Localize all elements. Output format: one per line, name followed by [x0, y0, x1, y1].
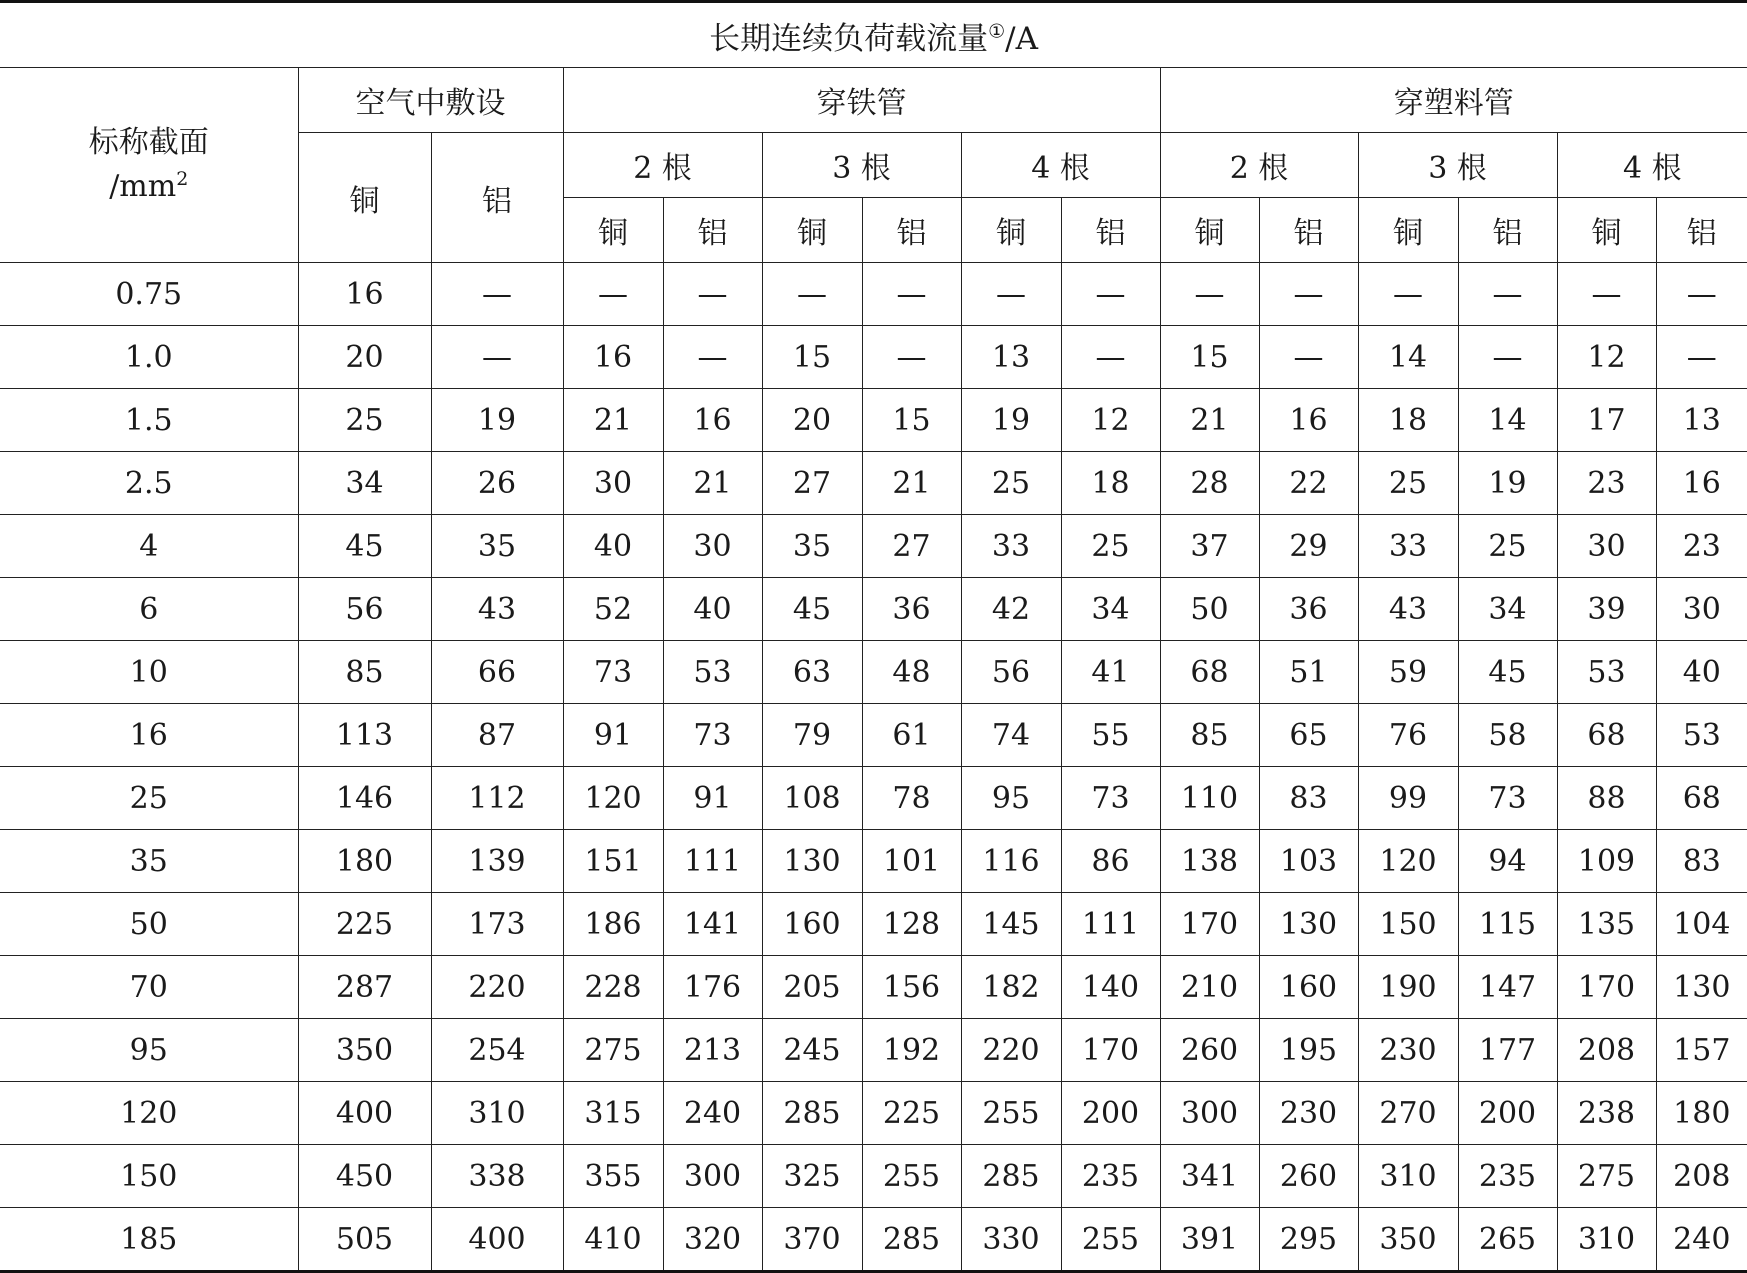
- ampacity-cell: 128: [862, 893, 961, 956]
- cross-section-cell: 0.75: [0, 263, 298, 326]
- ampacity-cell: 25: [298, 389, 431, 452]
- ampacity-cell: 146: [298, 767, 431, 830]
- ampacity-cell: 287: [298, 956, 431, 1019]
- ampacity-cell: 21: [1160, 389, 1259, 452]
- ampacity-cell: 73: [563, 641, 663, 704]
- cross-section-cell: 10: [0, 641, 298, 704]
- ampacity-cell: 180: [1656, 1082, 1747, 1145]
- subgroup-header-plastic-4: 4 根: [1557, 133, 1747, 198]
- ampacity-cell: 33: [961, 515, 1061, 578]
- cross-section-cell: 25: [0, 767, 298, 830]
- ampacity-cell: 210: [1160, 956, 1259, 1019]
- ampacity-cell: 109: [1557, 830, 1656, 893]
- table-row: [0, 893, 1747, 956]
- ampacity-cell: —: [862, 326, 961, 389]
- ampacity-cell: 160: [1259, 956, 1358, 1019]
- ampacity-cell: 350: [1358, 1208, 1458, 1272]
- ampacity-cell: 16: [1656, 452, 1747, 515]
- ampacity-cell: 27: [862, 515, 961, 578]
- ampacity-cell: 220: [961, 1019, 1061, 1082]
- ampacity-cell: 85: [298, 641, 431, 704]
- ampacity-cell: —: [1061, 263, 1160, 326]
- ampacity-cell: 238: [1557, 1082, 1656, 1145]
- ampacity-cell: 12: [1061, 389, 1160, 452]
- ampacity-cell: 255: [961, 1082, 1061, 1145]
- table-row: [0, 830, 1747, 893]
- ampacity-cell: 240: [663, 1082, 762, 1145]
- table-row: [0, 767, 1747, 830]
- col-header-aluminum: 铝: [1061, 198, 1160, 263]
- group-header-iron-pipe: 穿铁管: [563, 68, 1160, 133]
- ampacity-cell: 19: [961, 389, 1061, 452]
- ampacity-cell: 19: [1458, 452, 1557, 515]
- ampacity-cell: 116: [961, 830, 1061, 893]
- ampacity-cell: 30: [563, 452, 663, 515]
- ampacity-cell: 145: [961, 893, 1061, 956]
- ampacity-cell: 350: [298, 1019, 431, 1082]
- ampacity-cell: 240: [1656, 1208, 1747, 1272]
- group-header-plastic-pipe: 穿塑料管: [1160, 68, 1747, 133]
- ampacity-cell: 79: [762, 704, 862, 767]
- ampacity-cell: 139: [431, 830, 563, 893]
- ampacity-cell: 41: [1061, 641, 1160, 704]
- ampacity-cell: 20: [762, 389, 862, 452]
- col-header-copper: 铜: [1160, 198, 1259, 263]
- ampacity-cell: 33: [1358, 515, 1458, 578]
- ampacity-cell: 147: [1458, 956, 1557, 1019]
- stub-header: [0, 68, 298, 263]
- ampacity-cell: —: [563, 263, 663, 326]
- ampacity-cell: 120: [563, 767, 663, 830]
- subgroup-header-iron-3: 3 根: [762, 133, 961, 198]
- ampacity-cell: 182: [961, 956, 1061, 1019]
- ampacity-cell: 156: [862, 956, 961, 1019]
- ampacity-cell: 18: [1061, 452, 1160, 515]
- table-row: [0, 452, 1747, 515]
- ampacity-cell: 190: [1358, 956, 1458, 1019]
- ampacity-cell: 83: [1656, 830, 1747, 893]
- ampacity-cell: 23: [1656, 515, 1747, 578]
- subgroup-header-plastic-3: 3 根: [1358, 133, 1557, 198]
- ampacity-cell: 208: [1557, 1019, 1656, 1082]
- ampacity-cell: 56: [298, 578, 431, 641]
- group-header-air: 空气中敷设: [298, 68, 563, 133]
- ampacity-cell: 310: [1557, 1208, 1656, 1272]
- col-header-copper: 铜: [961, 198, 1061, 263]
- ampacity-cell: 14: [1358, 326, 1458, 389]
- ampacity-cell: 53: [663, 641, 762, 704]
- ampacity-cell: 68: [1160, 641, 1259, 704]
- table-row: [0, 1019, 1747, 1082]
- ampacity-cell: 16: [1259, 389, 1358, 452]
- ampacity-cell: 45: [1458, 641, 1557, 704]
- ampacity-cell: 36: [1259, 578, 1358, 641]
- ampacity-cell: 111: [1061, 893, 1160, 956]
- ampacity-cell: 66: [431, 641, 563, 704]
- ampacity-cell: —: [1061, 326, 1160, 389]
- ampacity-cell: 18: [1358, 389, 1458, 452]
- ampacity-cell: 95: [961, 767, 1061, 830]
- title-unit: /A: [1005, 20, 1038, 57]
- ampacity-cell: 341: [1160, 1145, 1259, 1208]
- ampacity-cell: 53: [1557, 641, 1656, 704]
- ampacity-cell: 21: [563, 389, 663, 452]
- ampacity-cell: —: [762, 263, 862, 326]
- ampacity-cell: 255: [862, 1145, 961, 1208]
- ampacity-cell: 45: [762, 578, 862, 641]
- ampacity-cell: 73: [1061, 767, 1160, 830]
- table-row: [0, 1145, 1747, 1208]
- ampacity-cell: 21: [862, 452, 961, 515]
- ampacity-cell: 173: [431, 893, 563, 956]
- ampacity-cell: 265: [1458, 1208, 1557, 1272]
- col-header-copper: 铜: [1557, 198, 1656, 263]
- ampacity-cell: 68: [1557, 704, 1656, 767]
- table-row: [0, 641, 1747, 704]
- ampacity-cell: 23: [1557, 452, 1656, 515]
- ampacity-cell: 370: [762, 1208, 862, 1272]
- ampacity-cell: 91: [663, 767, 762, 830]
- ampacity-cell: 36: [862, 578, 961, 641]
- ampacity-cell: 16: [563, 326, 663, 389]
- ampacity-cell: 186: [563, 893, 663, 956]
- ampacity-cell: 40: [663, 578, 762, 641]
- ampacity-cell: 86: [1061, 830, 1160, 893]
- ampacity-cell: 43: [431, 578, 563, 641]
- ampacity-cell: 99: [1358, 767, 1458, 830]
- ampacity-cell: 285: [961, 1145, 1061, 1208]
- ampacity-cell: 20: [298, 326, 431, 389]
- ampacity-cell: 200: [1458, 1082, 1557, 1145]
- ampacity-cell: 78: [862, 767, 961, 830]
- ampacity-cell: 400: [431, 1208, 563, 1272]
- ampacity-cell: 195: [1259, 1019, 1358, 1082]
- ampacity-cell: 74: [961, 704, 1061, 767]
- ampacity-cell: 68: [1656, 767, 1747, 830]
- ampacity-cell: 13: [961, 326, 1061, 389]
- ampacity-cell: 245: [762, 1019, 862, 1082]
- ampacity-cell: 110: [1160, 767, 1259, 830]
- ampacity-cell: 85: [1160, 704, 1259, 767]
- ampacity-cell: 157: [1656, 1019, 1747, 1082]
- ampacity-cell: 101: [862, 830, 961, 893]
- ampacity-cell: 255: [1061, 1208, 1160, 1272]
- ampacity-cell: —: [961, 263, 1061, 326]
- ampacity-cell: 83: [1259, 767, 1358, 830]
- ampacity-cell: 91: [563, 704, 663, 767]
- ampacity-cell: 130: [762, 830, 862, 893]
- title-footnote-mark: ①: [988, 20, 1006, 43]
- table-row: [0, 1208, 1747, 1272]
- ampacity-cell: 230: [1259, 1082, 1358, 1145]
- cross-section-cell: 150: [0, 1145, 298, 1208]
- cross-section-cell: 1.5: [0, 389, 298, 452]
- ampacity-cell: 320: [663, 1208, 762, 1272]
- subgroup-header-iron-4: 4 根: [961, 133, 1160, 198]
- ampacity-cell: —: [1458, 263, 1557, 326]
- ampacity-cell: 21: [663, 452, 762, 515]
- ampacity-cell: 56: [961, 641, 1061, 704]
- ampacity-cell: 73: [1458, 767, 1557, 830]
- header-row-groups: [0, 68, 1747, 133]
- ampacity-cell: 51: [1259, 641, 1358, 704]
- ampacity-cell: 52: [563, 578, 663, 641]
- col-header-aluminum: 铝: [862, 198, 961, 263]
- ampacity-cell: 285: [862, 1208, 961, 1272]
- ampacity-cell: 22: [1259, 452, 1358, 515]
- ampacity-cell: 34: [1458, 578, 1557, 641]
- table-row: [0, 1082, 1747, 1145]
- ampacity-cell: 55: [1061, 704, 1160, 767]
- ampacity-cell: 15: [762, 326, 862, 389]
- ampacity-cell: 25: [1358, 452, 1458, 515]
- ampacity-cell: —: [1358, 263, 1458, 326]
- ampacity-cell: 338: [431, 1145, 563, 1208]
- ampacity-cell: 130: [1656, 956, 1747, 1019]
- ampacity-cell: 63: [762, 641, 862, 704]
- ampacity-cell: 50: [1160, 578, 1259, 641]
- ampacity-cell: 220: [431, 956, 563, 1019]
- ampacity-cell: 254: [431, 1019, 563, 1082]
- ampacity-cell: 25: [1061, 515, 1160, 578]
- ampacity-cell: —: [1458, 326, 1557, 389]
- ampacity-cell: 120: [1358, 830, 1458, 893]
- cross-section-cell: 95: [0, 1019, 298, 1082]
- stub-header-exponent: 2: [176, 168, 189, 190]
- ampacity-cell: 300: [663, 1145, 762, 1208]
- ampacity-cell: —: [663, 326, 762, 389]
- ampacity-cell: 141: [663, 893, 762, 956]
- table-body: [0, 263, 1747, 1272]
- table-row: [0, 578, 1747, 641]
- ampacity-cell: —: [1259, 326, 1358, 389]
- cross-section-cell: 1.0: [0, 326, 298, 389]
- ampacity-cell: 180: [298, 830, 431, 893]
- ampacity-cell: 103: [1259, 830, 1358, 893]
- ampacity-cell: 15: [1160, 326, 1259, 389]
- ampacity-cell: 355: [563, 1145, 663, 1208]
- ampacity-cell: 151: [563, 830, 663, 893]
- ampacity-cell: 40: [563, 515, 663, 578]
- ampacity-cell: 225: [862, 1082, 961, 1145]
- ampacity-cell: 65: [1259, 704, 1358, 767]
- ampacity-cell: 295: [1259, 1208, 1358, 1272]
- ampacity-cell: —: [1557, 263, 1656, 326]
- col-header-aluminum: 铝: [663, 198, 762, 263]
- ampacity-cell: 300: [1160, 1082, 1259, 1145]
- ampacity-cell: 400: [298, 1082, 431, 1145]
- col-header-aluminum: 铝: [1656, 198, 1747, 263]
- ampacity-cell: 37: [1160, 515, 1259, 578]
- col-header-copper: 铜: [563, 198, 663, 263]
- cross-section-cell: 70: [0, 956, 298, 1019]
- ampacity-cell: 34: [1061, 578, 1160, 641]
- ampacity-cell: 53: [1656, 704, 1747, 767]
- col-header-copper: 铜: [762, 198, 862, 263]
- table-row: [0, 263, 1747, 326]
- ampacity-cell: 15: [862, 389, 961, 452]
- ampacity-cell: 208: [1656, 1145, 1747, 1208]
- ampacity-cell: 130: [1259, 893, 1358, 956]
- cross-section-cell: 120: [0, 1082, 298, 1145]
- ampacity-cell: 325: [762, 1145, 862, 1208]
- ampacity-cell: 170: [1061, 1019, 1160, 1082]
- cross-section-cell: 50: [0, 893, 298, 956]
- col-header-air-copper: 铜: [298, 133, 431, 263]
- ampacity-cell: 59: [1358, 641, 1458, 704]
- ampacity-cell: 14: [1458, 389, 1557, 452]
- ampacity-cell: 16: [298, 263, 431, 326]
- ampacity-cell: 73: [663, 704, 762, 767]
- ampacity-cell: 28: [1160, 452, 1259, 515]
- ampacity-cell: 43: [1358, 578, 1458, 641]
- ampacity-cell: —: [862, 263, 961, 326]
- ampacity-cell: 12: [1557, 326, 1656, 389]
- ampacity-cell: 140: [1061, 956, 1160, 1019]
- ampacity-cell: 26: [431, 452, 563, 515]
- ampacity-cell: 192: [862, 1019, 961, 1082]
- ampacity-cell: —: [1160, 263, 1259, 326]
- subgroup-header-iron-2: 2 根: [563, 133, 762, 198]
- ampacity-cell: 150: [1358, 893, 1458, 956]
- cross-section-cell: 16: [0, 704, 298, 767]
- ampacity-cell: 285: [762, 1082, 862, 1145]
- table-row: [0, 515, 1747, 578]
- cross-section-cell: 35: [0, 830, 298, 893]
- ampacity-cell: 42: [961, 578, 1061, 641]
- ampacity-cell: 160: [762, 893, 862, 956]
- ampacity-cell: 27: [762, 452, 862, 515]
- ampacity-cell: 58: [1458, 704, 1557, 767]
- ampacity-cell: 40: [1656, 641, 1747, 704]
- stub-header-label: 标称截面: [88, 125, 209, 160]
- cross-section-cell: 185: [0, 1208, 298, 1272]
- ampacity-cell: 170: [1160, 893, 1259, 956]
- cross-section-cell: 2.5: [0, 452, 298, 515]
- ampacity-cell: 48: [862, 641, 961, 704]
- ampacity-cell: 235: [1458, 1145, 1557, 1208]
- title-row: [0, 2, 1747, 68]
- ampacity-cell: 505: [298, 1208, 431, 1272]
- table-row: [0, 704, 1747, 767]
- ampacity-cell: 230: [1358, 1019, 1458, 1082]
- ampacity-cell: 177: [1458, 1019, 1557, 1082]
- col-header-air-aluminum: 铝: [431, 133, 563, 263]
- ampacity-cell: 200: [1061, 1082, 1160, 1145]
- ampacity-cell: 310: [1358, 1145, 1458, 1208]
- ampacity-cell: 410: [563, 1208, 663, 1272]
- ampacity-cell: 275: [1557, 1145, 1656, 1208]
- ampacity-cell: 30: [663, 515, 762, 578]
- cross-section-cell: 6: [0, 578, 298, 641]
- ampacity-cell: 19: [431, 389, 563, 452]
- ampacity-cell: 391: [1160, 1208, 1259, 1272]
- ampacity-cell: 94: [1458, 830, 1557, 893]
- ampacity-cell: 260: [1259, 1145, 1358, 1208]
- ampacity-cell: 88: [1557, 767, 1656, 830]
- ampacity-cell: 39: [1557, 578, 1656, 641]
- ampacity-cell: 35: [762, 515, 862, 578]
- table-title: [0, 2, 1747, 68]
- table-row: [0, 389, 1747, 452]
- ampacity-cell: —: [1656, 326, 1747, 389]
- ampacity-cell: 30: [1557, 515, 1656, 578]
- ampacity-cell: 29: [1259, 515, 1358, 578]
- ampacity-cell: 112: [431, 767, 563, 830]
- ampacity-cell: 87: [431, 704, 563, 767]
- ampacity-cell: 213: [663, 1019, 762, 1082]
- ampacity-cell: 113: [298, 704, 431, 767]
- ampacity-cell: 13: [1656, 389, 1747, 452]
- ampacity-cell: 16: [663, 389, 762, 452]
- ampacity-cell: 35: [431, 515, 563, 578]
- cross-section-cell: 4: [0, 515, 298, 578]
- ampacity-cell: 330: [961, 1208, 1061, 1272]
- title-text: 长期连续负荷载流量: [709, 20, 989, 57]
- ampacity-cell: 260: [1160, 1019, 1259, 1082]
- stub-header-unit: /mm: [109, 169, 177, 204]
- subgroup-header-plastic-2: 2 根: [1160, 133, 1358, 198]
- ampacity-cell: 45: [298, 515, 431, 578]
- ampacity-cell: 270: [1358, 1082, 1458, 1145]
- ampacity-cell: 135: [1557, 893, 1656, 956]
- ampacity-cell: 61: [862, 704, 961, 767]
- ampacity-cell: 235: [1061, 1145, 1160, 1208]
- ampacity-cell: 76: [1358, 704, 1458, 767]
- ampacity-cell: 34: [298, 452, 431, 515]
- ampacity-cell: 176: [663, 956, 762, 1019]
- ampacity-cell: 30: [1656, 578, 1747, 641]
- ampacity-cell: 315: [563, 1082, 663, 1145]
- ampacity-cell: 275: [563, 1019, 663, 1082]
- ampacity-cell: 111: [663, 830, 762, 893]
- table-row: [0, 956, 1747, 1019]
- col-header-copper: 铜: [1358, 198, 1458, 263]
- ampacity-cell: 170: [1557, 956, 1656, 1019]
- ampacity-cell: 25: [961, 452, 1061, 515]
- ampacity-cell: 450: [298, 1145, 431, 1208]
- ampacity-cell: 310: [431, 1082, 563, 1145]
- ampacity-cell: —: [431, 326, 563, 389]
- table-row: [0, 326, 1747, 389]
- ampacity-cell: —: [431, 263, 563, 326]
- ampacity-cell: 228: [563, 956, 663, 1019]
- ampacity-cell: 17: [1557, 389, 1656, 452]
- ampacity-cell: 225: [298, 893, 431, 956]
- ampacity-cell: 205: [762, 956, 862, 1019]
- col-header-aluminum: 铝: [1458, 198, 1557, 263]
- ampacity-cell: 115: [1458, 893, 1557, 956]
- ampacity-cell: 104: [1656, 893, 1747, 956]
- ampacity-cell: 138: [1160, 830, 1259, 893]
- ampacity-cell: —: [1656, 263, 1747, 326]
- col-header-aluminum: 铝: [1259, 198, 1358, 263]
- ampacity-cell: —: [1259, 263, 1358, 326]
- ampacity-cell: —: [663, 263, 762, 326]
- ampacity-cell: 25: [1458, 515, 1557, 578]
- ampacity-cell: 108: [762, 767, 862, 830]
- table-header: [0, 2, 1747, 263]
